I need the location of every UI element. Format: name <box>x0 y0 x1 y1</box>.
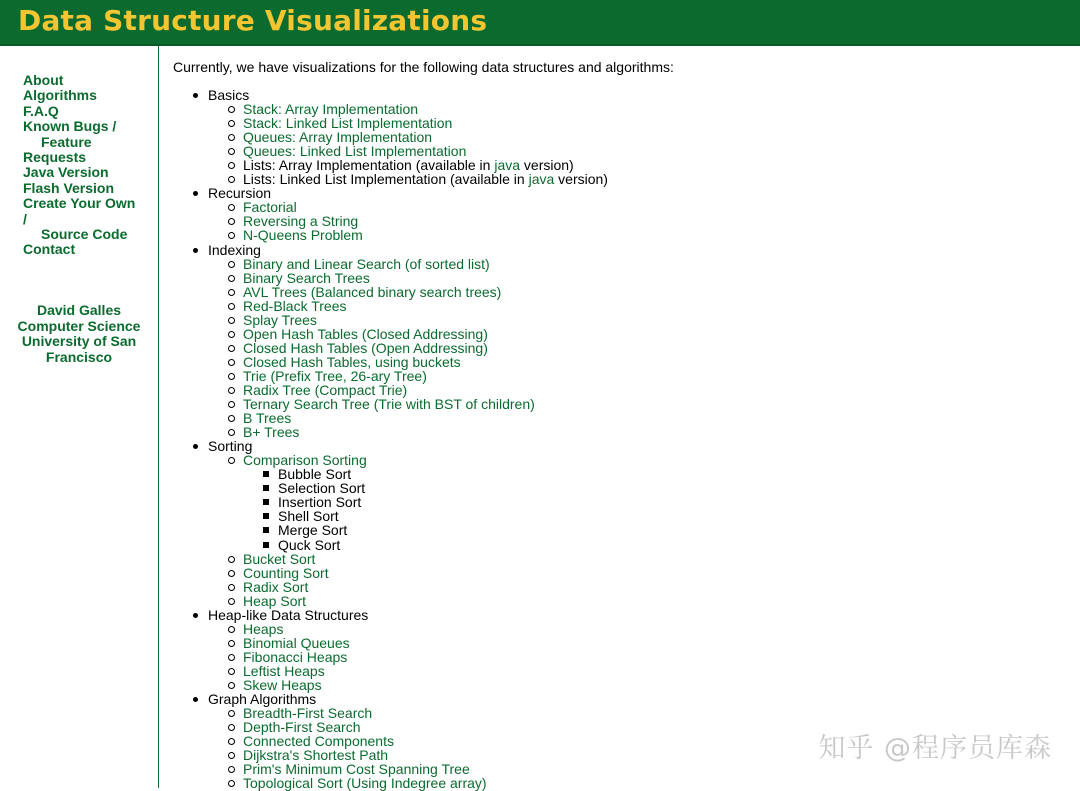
list-item <box>208 158 1053 172</box>
viz-link[interactable]: Open Hash Tables (Closed Addressing) <box>243 325 488 342</box>
java-link[interactable]: java <box>528 171 555 188</box>
page-title: Data Structure Visualizations <box>18 4 488 37</box>
category-label: Sorting <box>208 438 253 455</box>
viz-link[interactable]: B+ Trees <box>243 424 300 441</box>
nav-slash-label: / <box>23 210 27 227</box>
viz-link[interactable]: Radix Tree (Compact Trie) <box>243 381 408 398</box>
list-item <box>208 594 1053 608</box>
list-item <box>208 566 1053 580</box>
viz-link[interactable]: Reversing a String <box>243 213 359 230</box>
viz-link[interactable]: Factorial <box>243 199 297 216</box>
lists-linked-text: Lists: Linked List Implementation (available in <box>243 171 529 188</box>
nav-java-version-link[interactable]: Java Version <box>23 164 109 181</box>
viz-link[interactable]: Counting Sort <box>243 564 329 581</box>
viz-link[interactable]: Skew Heaps <box>243 676 322 693</box>
viz-link[interactable]: Closed Hash Tables (Open Addressing) <box>243 339 488 356</box>
viz-link[interactable]: Topological Sort (Using Indegree array) <box>243 775 487 791</box>
page-header <box>0 0 1080 46</box>
viz-link[interactable]: N-Queens Problem <box>243 227 363 244</box>
list-item <box>208 214 1053 228</box>
sub-list <box>208 102 1053 186</box>
list-item <box>208 313 1053 327</box>
nav-source-code-label: Source Code <box>41 226 128 243</box>
viz-link[interactable]: Radix Sort <box>243 578 309 595</box>
viz-link[interactable]: Heap Sort <box>243 592 307 609</box>
nav-flash-version-link[interactable]: Flash Version <box>23 179 115 196</box>
list-item <box>208 341 1053 355</box>
list-item: Merge Sort <box>243 523 1053 537</box>
viz-link[interactable]: Dijkstra's Shortest Path <box>243 747 389 764</box>
sub-list <box>208 453 1053 608</box>
viz-link[interactable]: Leftist Heaps <box>243 662 325 679</box>
category-recursion <box>173 186 1053 242</box>
viz-link[interactable]: Binary Search Trees <box>243 269 370 286</box>
author-univ-line2: Francisco <box>45 348 113 365</box>
nav-contact-link[interactable]: Contact <box>23 241 76 258</box>
main-content <box>173 59 1053 790</box>
author-info <box>0 303 158 365</box>
list-item <box>208 397 1053 411</box>
list-item: Selection Sort <box>243 481 1053 495</box>
nav-known-bugs-label: Known Bugs / <box>23 118 117 135</box>
list-item <box>208 144 1053 158</box>
viz-link[interactable]: Queues: Linked List Implementation <box>243 143 467 160</box>
sidebar <box>0 46 159 788</box>
comparison-sorting-link[interactable]: Comparison Sorting <box>243 452 367 469</box>
list-item <box>208 327 1053 341</box>
viz-link[interactable]: Breadth-First Search <box>243 705 373 722</box>
list-item <box>208 130 1053 144</box>
category-heaps <box>173 608 1053 692</box>
list-item <box>208 369 1053 383</box>
nav-faq-link[interactable]: F.A.Q <box>23 102 59 119</box>
nav-source-code-link[interactable] <box>23 227 151 242</box>
viz-link[interactable]: Binomial Queues <box>243 634 350 651</box>
list-item <box>208 580 1053 594</box>
category-label: Graph Algorithms <box>208 691 317 708</box>
list-item <box>208 650 1053 664</box>
list-item <box>208 706 1053 720</box>
category-indexing <box>173 243 1053 440</box>
nav-requests-link[interactable]: Requests <box>23 149 87 166</box>
list-item: Insertion Sort <box>243 495 1053 509</box>
viz-link[interactable]: Depth-First Search <box>243 719 361 736</box>
viz-link[interactable]: Ternary Search Tree (Trie with BST of children) <box>243 396 535 413</box>
list-item <box>208 299 1053 313</box>
list-item <box>208 116 1053 130</box>
viz-link[interactable]: Bucket Sort <box>243 550 316 567</box>
viz-link[interactable]: Heaps <box>243 620 284 637</box>
list-item <box>208 453 1053 551</box>
viz-link[interactable]: Trie (Prefix Tree, 26-ary Tree) <box>243 367 427 384</box>
list-item <box>208 285 1053 299</box>
sub-list <box>243 467 1053 551</box>
list-item <box>208 678 1053 692</box>
list-item <box>208 383 1053 397</box>
nav-algorithms-link[interactable]: Algorithms <box>23 87 97 104</box>
category-label: Recursion <box>208 185 272 202</box>
list-item <box>208 257 1053 271</box>
nav-known-bugs-link[interactable] <box>23 119 151 150</box>
viz-link[interactable]: Stack: Linked List Implementation <box>243 115 453 132</box>
sub-list <box>208 622 1053 692</box>
viz-link[interactable]: B Trees <box>243 410 292 427</box>
category-sorting <box>173 439 1053 608</box>
nav-feature-label: Feature <box>41 133 92 150</box>
list-item <box>208 636 1053 650</box>
list-item <box>208 172 1053 186</box>
watermark: 知乎 @程序员库森 <box>818 733 1052 764</box>
lists-linked-suffix: version) <box>554 171 608 188</box>
viz-link[interactable]: Splay Trees <box>243 311 317 328</box>
sidebar-nav <box>23 73 151 258</box>
nav-create-your-own-link[interactable] <box>23 196 151 227</box>
nav-about-link[interactable]: About <box>23 72 64 88</box>
intro-text: Currently, we have visualizations for the following data structures and algorithms: <box>173 59 674 75</box>
list-item <box>208 355 1053 369</box>
java-link[interactable]: java <box>494 157 521 174</box>
author-univ-line1: University of San <box>21 333 137 349</box>
category-label: Basics <box>208 87 250 103</box>
list-item <box>208 271 1053 285</box>
list-item: Shell Sort <box>243 509 1053 523</box>
viz-link[interactable]: Prim's Minimum Cost Spanning Tree <box>243 761 470 778</box>
category-label: Heap-like Data Structures <box>208 606 369 623</box>
category-basics <box>173 88 1053 186</box>
sub-list <box>208 200 1053 242</box>
list-item <box>208 622 1053 636</box>
list-item: Quck Sort <box>243 538 1053 552</box>
author-dept: Computer Science <box>17 317 141 334</box>
list-item <box>208 776 1053 790</box>
category-list <box>173 88 1053 790</box>
list-item <box>208 200 1053 214</box>
viz-link[interactable]: Connected Components <box>243 733 394 750</box>
viz-link[interactable]: Stack: Array Implementation <box>243 101 419 118</box>
viz-link[interactable]: Queues: Array Implementation <box>243 129 433 146</box>
lists-array-text: Lists: Array Implementation (available in <box>243 157 495 174</box>
list-item <box>208 228 1053 242</box>
list-item: Bubble Sort <box>243 467 1053 481</box>
sub-list <box>208 257 1053 440</box>
category-label: Indexing <box>208 241 261 258</box>
viz-link[interactable]: AVL Trees (Balanced binary search trees) <box>243 283 502 300</box>
viz-link[interactable]: Red-Black Trees <box>243 297 347 314</box>
lists-array-suffix: version) <box>520 157 574 174</box>
list-item <box>208 102 1053 116</box>
list-item <box>208 552 1053 566</box>
list-item <box>208 425 1053 439</box>
viz-link[interactable]: Closed Hash Tables, using buckets <box>243 353 461 370</box>
list-item <box>208 411 1053 425</box>
nav-create-label: Create Your Own <box>23 195 136 212</box>
list-item <box>208 664 1053 678</box>
viz-link[interactable]: Fibonacci Heaps <box>243 648 348 665</box>
author-name: David Galles <box>36 302 122 318</box>
viz-link[interactable]: Binary and Linear Search (of sorted list) <box>243 255 490 272</box>
